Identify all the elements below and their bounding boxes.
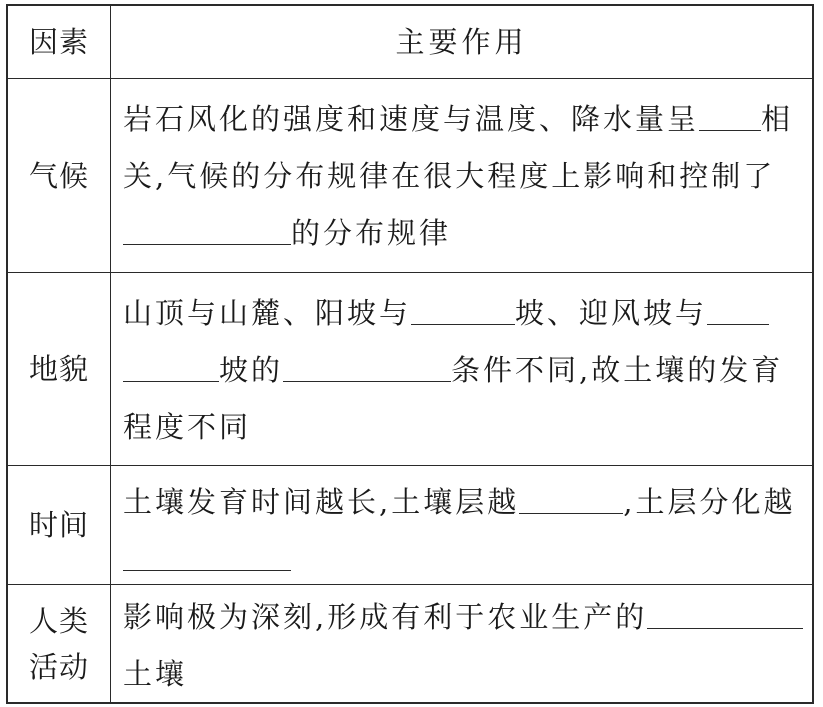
answer-blank[interactable] bbox=[751, 598, 803, 629]
effect-text-part: 相关,气候的分布规律在很大程度上影响和控制了 bbox=[123, 102, 794, 193]
answer-blank[interactable] bbox=[283, 351, 451, 382]
header-factor-label: 因素 bbox=[28, 25, 89, 59]
answer-blank[interactable] bbox=[699, 100, 761, 131]
factor-label-climate: 气候 bbox=[28, 158, 89, 193]
answer-blank[interactable] bbox=[411, 294, 515, 325]
header-effect-cell bbox=[111, 6, 812, 78]
factor-label-human-line1: 人类 bbox=[28, 603, 89, 638]
answer-blank[interactable] bbox=[123, 540, 291, 571]
table-row-landform bbox=[8, 273, 812, 466]
effect-text-part: 岩石风化的强度和速度与温度、降水量呈 bbox=[123, 102, 700, 136]
factor-cell-climate bbox=[8, 79, 111, 272]
table-header-row bbox=[8, 6, 812, 79]
answer-blank[interactable] bbox=[707, 294, 769, 325]
header-effect-label: 主要作用 bbox=[395, 24, 528, 59]
table-row-human-activity bbox=[8, 585, 812, 702]
answer-blank[interactable] bbox=[123, 351, 219, 382]
factor-label-wrap bbox=[29, 598, 89, 690]
effect-text-part: 的分布规律 bbox=[291, 216, 452, 250]
factor-cell-landform bbox=[8, 273, 111, 465]
effect-cell-human-activity bbox=[111, 585, 812, 702]
soil-factors-table bbox=[6, 4, 814, 704]
factor-cell-time bbox=[8, 466, 111, 584]
effect-text-part: 坡、迎风坡与 bbox=[515, 296, 708, 330]
table-row-time bbox=[8, 466, 812, 585]
factor-label-landform: 地貌 bbox=[28, 352, 89, 386]
effect-text-part: 山顶与山麓、阳坡与 bbox=[123, 296, 412, 330]
factor-cell-human-activity bbox=[8, 585, 111, 702]
factor-label-human-line2: 活动 bbox=[28, 649, 89, 684]
answer-blank[interactable] bbox=[647, 598, 751, 629]
effect-cell-time bbox=[111, 466, 812, 584]
effect-text-part: 条件不同,故土壤的发育程度不同 bbox=[123, 353, 784, 444]
effect-text-part: ,土层分化越 bbox=[623, 485, 796, 519]
effect-text-part: 影响极为深刻,形成有利于农业生产的 bbox=[123, 600, 648, 634]
answer-blank[interactable] bbox=[519, 483, 623, 514]
effect-text-part: 土壤 bbox=[123, 657, 188, 691]
effect-text-part: 坡的 bbox=[219, 353, 284, 387]
effect-cell-landform bbox=[111, 273, 812, 465]
factor-label-time: 时间 bbox=[28, 508, 89, 542]
effect-cell-climate bbox=[111, 79, 812, 272]
table-row-climate bbox=[8, 79, 812, 273]
header-factor-cell bbox=[8, 6, 111, 78]
effect-text-part: 土壤发育时间越长,土壤层越 bbox=[123, 485, 520, 519]
answer-blank[interactable] bbox=[123, 214, 291, 245]
